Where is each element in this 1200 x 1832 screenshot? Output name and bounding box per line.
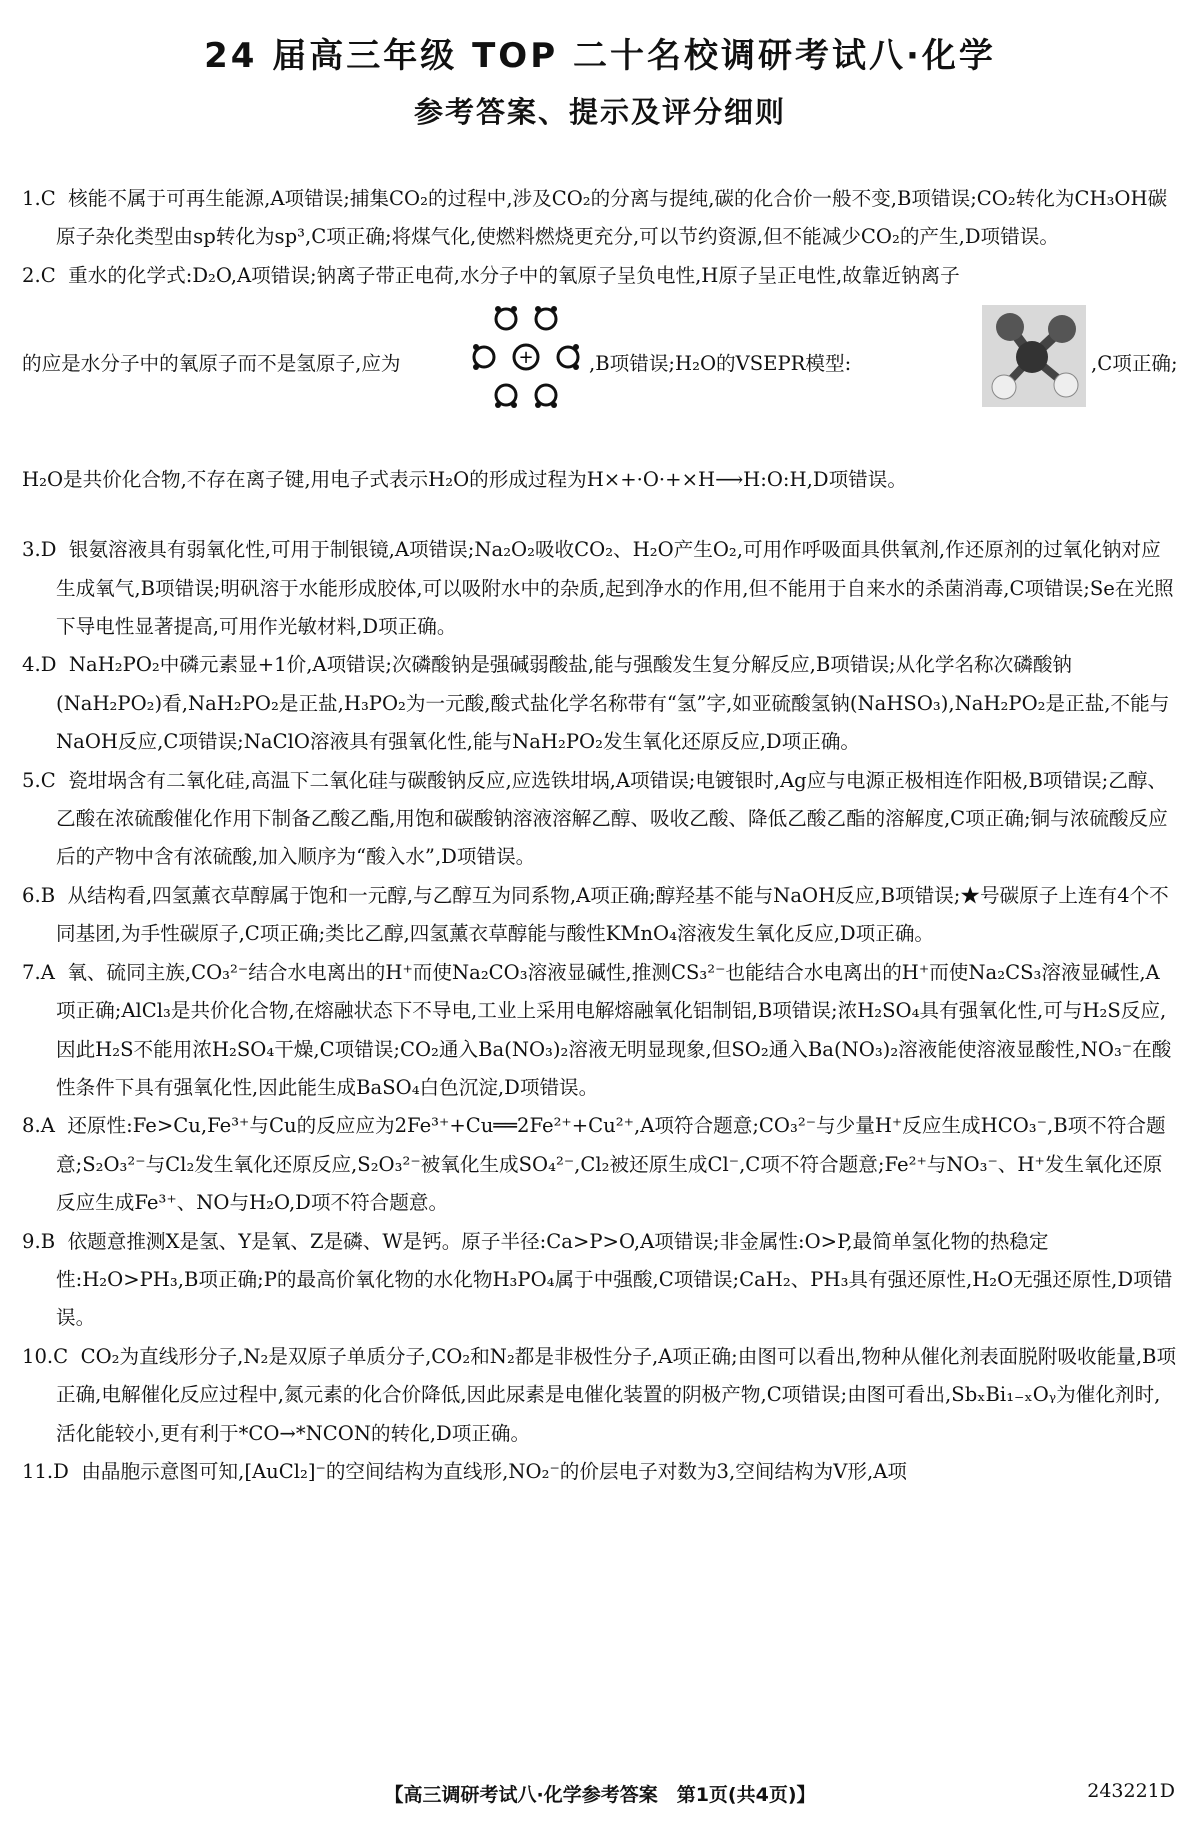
answer-number: 3.D	[22, 538, 57, 562]
answer-number: 1.C	[22, 187, 56, 210]
answer-number: 5.C	[22, 768, 56, 792]
answer-number: 6.B	[22, 883, 56, 907]
answer-text: CO₂为直线形分子,N₂是双原子单质分子,CO₂和N₂都是非极性分子,A项正确;由图可以看出,物种从催化剂表面脱附吸收能量,B项正确,电解催化反应过程中,氮元素的化合价降低,因此尿素是电催化装置的阴极产物,C项错误;由图可看出,SbₓBi₁₋ₓOᵧ为催化剂时,活化能较小,更有利于*CO→*NCON的转化,D项正确。	[56, 1344, 1177, 1445]
answer-list	[22, 180, 1178, 1491]
answer-text: 氧、硫同主族,CO₃²⁻结合水电离出的H⁺而使Na₂CO₃溶液显碱性,推测CS₃²⁻也能结合水电离出的H⁺而使Na₂CS₃溶液显碱性,A项正确;AlCl₃是共价化合物,在熔融状态下不导电,工业上采用电解熔融氧化铝制铝,B项错误;浓H₂SO₄具有强氧化性,可与H₂S反应,因此H₂S不能用浓H₂SO₄干燥,C项错误;CO₂通入Ba(NO₃)₂溶液无明显现象,但SO₂通入Ba(NO₃)₂溶液能使溶液显酸性,NO₃⁻在酸性条件下具有强氧化性,因此能生成BaSO₄白色沉淀,D项错误。	[56, 960, 1172, 1099]
answer-text: 银氨溶液具有弱氧化性,可用于制银镜,A项错误;Na₂O₂吸收CO₂、H₂O产生O₂,可用作呼吸面具供氧剂,作还原剂的过氧化钠对应生成氧气,B项错误;明矾溶于水能形成胶体,可以吸附水中的杂质,起到净水的作用,但不能用于自来水的杀菌消毒,C项错误;Se在光照下导电性显著提高,可用作光敏材料,D项正确。	[56, 538, 1174, 639]
answer-text: 的应是水分子中的氧原子而不是氢原子,应为	[22, 352, 401, 376]
answer-item-2	[22, 257, 1178, 531]
electron-formula: H×+·O·+×H⟶H:O:H	[586, 468, 807, 492]
answer-number: 11.D	[22, 1459, 69, 1483]
footer-page-info: 【高三调研考试八·化学参考答案 第1页(共4页)】	[384, 1784, 816, 1806]
answer-text: 从结构看,四氢薰衣草醇属于饱和一元醇,与乙醇互为同系物,A项正确;醇羟基不能与NaOH反应,B项错误;★号碳原子上连有4个不同基团,为手性碳原子,C项正确;类比乙醇,四氢薰衣草醇能与酸性KMnO₄溶液发生氧化反应,D项正确。	[56, 883, 1169, 946]
answer-text: 核能不属于可再生能源,A项错误;捕集CO₂的过程中,涉及CO₂的分离与提纯,碳的化合价一般不变,B项错误;CO₂转化为CH₃OH碳原子杂化类型由sp转化为sp³,C项正确;将煤气化,使燃料燃烧更充分,可以节约资源,但不能减少CO₂的产生,D项错误。	[56, 187, 1168, 249]
answer-number: 9.B	[22, 1229, 56, 1253]
answer-item-6	[22, 877, 1178, 954]
answer-number: 8.A	[22, 1114, 55, 1138]
answer-text: 由晶胞示意图可知,[AuCl₂]⁻的空间结构为直线形,NO₂⁻的价层电子对数为3,空间结构为V形,A项	[81, 1459, 907, 1483]
answer-text: 还原性:Fe>Cu,Fe³⁺与Cu的反应应为2Fe³⁺+Cu══2Fe²⁺+Cu²⁺,A项符合题意;CO₃²⁻与少量H⁺反应生成HCO₃⁻,B项不符合题意;S₂O₃²⁻与Cl₂发生氧化还原反应,S₂O₃²⁻被氧化生成SO₄²⁻,Cl₂被还原生成Cl⁻,C项不符合题意;Fe²⁺与NO₃⁻、H⁺发生氧化还原反应生成Fe³⁺、NO与H₂O,D项不符合题意。	[56, 1114, 1166, 1215]
answer-item-9	[22, 1223, 1178, 1338]
footer-code: 243221D	[1087, 1780, 1175, 1802]
answer-number: 2.C	[22, 263, 56, 287]
answer-item-3	[22, 531, 1178, 646]
answer-item-7	[22, 954, 1178, 1108]
answer-text: 瓷坩埚含有二氧化硅,高温下二氧化硅与碳酸钠反应,应选铁坩埚,A项错误;电镀银时,Ag应与电源正极相连作阳极,B项错误;乙醇、乙酸在浓硫酸催化作用下制备乙酸乙酯,用饱和碳酸钠溶液溶解乙醇、吸收乙酸、降低乙酸乙酯的溶解度,C项正确;铜与浓硫酸反应后的产物中含有浓硫酸,加入顺序为“酸入水”,D项错误。	[56, 768, 1168, 869]
answer-number: 7.A	[22, 960, 55, 984]
answer-number: 10.C	[22, 1344, 69, 1368]
answer-item-8	[22, 1107, 1178, 1222]
answer-text: NaH₂PO₂中磷元素显+1价,A项错误;次磷酸钠是强碱弱酸盐,能与强酸发生复分解反应,B项错误;从化学名称次磷酸钠(NaH₂PO₂)看,NaH₂PO₂是正盐,H₃PO₂为一元酸,酸式盐化学名称带有“氢”字,如亚硫酸氢钠(NaHSO₃),NaH₂PO₂是正盐,不能与NaOH反应,C项错误;NaClO溶液具有强氧化性,能与NaH₂PO₂发生氧化还原反应,D项正确。	[56, 653, 1170, 754]
hydrated-sodium-ion-figure	[466, 299, 586, 417]
answer-item-10	[22, 1338, 1178, 1453]
answer-item-4	[22, 646, 1178, 761]
vsepr-model-figure	[982, 305, 1086, 407]
answer-number: 4.D	[22, 653, 57, 677]
page-subtitle: 参考答案、提示及评分细则	[413, 95, 786, 129]
answer-text: 依题意推测X是氢、Y是氧、Z是磷、W是钙。原子半径:Ca>P>O,A项错误;非金属性:O>P,最简单氢化物的热稳定性:H₂O>PH₃,B项正确;P的最高价氧化物的水化物H₃PO₄属于中强酸,C项错误;CaH₂、PH₃具有强还原性,H₂O无强还原性,D项错误。	[56, 1229, 1173, 1330]
answer-item-1	[22, 180, 1178, 257]
answer-text: H₂O是共价化合物,不存在离子键,用电子式表示H₂O的形成过程为H×+·O·+×H⟶H:O:H,D项错误。	[22, 468, 907, 492]
plus-sign: +	[518, 347, 534, 369]
answer-text: 重水的化学式:D₂O,A项错误;钠离子带正电荷,水分子中的氧原子呈负电性,H原子呈正电性,故靠近钠离子	[68, 263, 960, 287]
page-title: 24 届高三年级 TOP 二十名校调研考试八·化学	[204, 36, 996, 76]
answer-text: ,C项正确;	[1091, 352, 1178, 376]
answer-item-11	[22, 1453, 1178, 1491]
answer-item-5	[22, 762, 1178, 877]
answer-text: ,B项错误;H₂O的VSEPR模型:	[589, 352, 852, 376]
